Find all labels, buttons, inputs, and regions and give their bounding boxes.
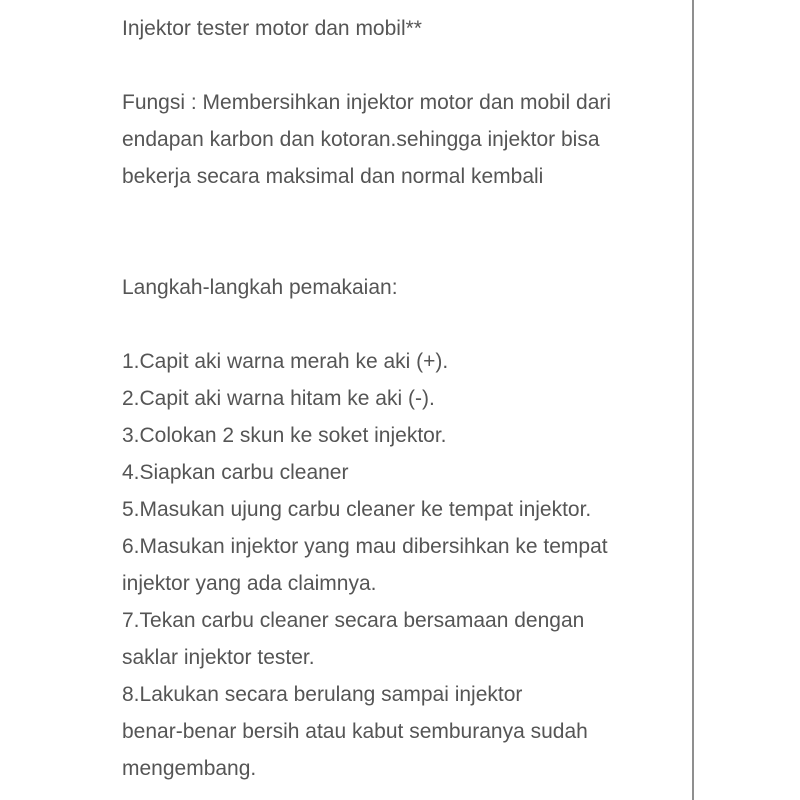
- step-line: saklar injektor tester.: [122, 646, 315, 669]
- step-item-5: [122, 491, 682, 528]
- step-line: 6.Masukan injektor yang mau dibersihkan ke tempat: [122, 535, 608, 558]
- blank-line: [122, 306, 682, 343]
- step-item-2: [122, 380, 682, 417]
- vertical-divider: [692, 0, 694, 800]
- step-item-4: [122, 454, 682, 491]
- note-text-block: [122, 10, 682, 787]
- function-line: Fungsi : Membersihkan injektor motor dan mobil dari: [122, 91, 612, 114]
- blank-line: [122, 47, 682, 84]
- function-line: endapan karbon dan kotoran.sehingga injektor bisa: [122, 128, 600, 151]
- function-description: [122, 84, 682, 195]
- step-line: mengembang.: [122, 757, 257, 780]
- step-line: benar-benar bersih atau kabut semburanya sudah: [122, 720, 588, 743]
- step-line: 2.Capit aki warna hitam ke aki (-).: [122, 387, 435, 410]
- step-item-6: [122, 528, 682, 602]
- step-line: 3.Colokan 2 skun ke soket injektor.: [122, 424, 447, 447]
- step-item-8: [122, 676, 682, 787]
- step-line: 1.Capit aki warna merah ke aki (+).: [122, 350, 449, 373]
- steps-heading: Langkah-langkah pemakaian:: [122, 276, 398, 299]
- function-line: bekerja secara maksimal dan normal kembali: [122, 165, 544, 188]
- steps-list: [122, 343, 682, 787]
- step-line: injektor yang ada claimnya.: [122, 572, 377, 595]
- step-line: 4.Siapkan carbu cleaner: [122, 461, 349, 484]
- step-line: 8.Lakukan secara berulang sampai injektor: [122, 683, 523, 706]
- step-line: 7.Tekan carbu cleaner secara bersamaan dengan: [122, 609, 585, 632]
- note-title: Injektor tester motor dan mobil**: [122, 17, 422, 40]
- blank-line: [122, 195, 682, 232]
- step-item-1: [122, 343, 682, 380]
- step-line: 5.Masukan ujung carbu cleaner ke tempat injektor.: [122, 498, 592, 521]
- step-item-7: [122, 602, 682, 676]
- step-item-3: [122, 417, 682, 454]
- blank-line: [122, 232, 682, 269]
